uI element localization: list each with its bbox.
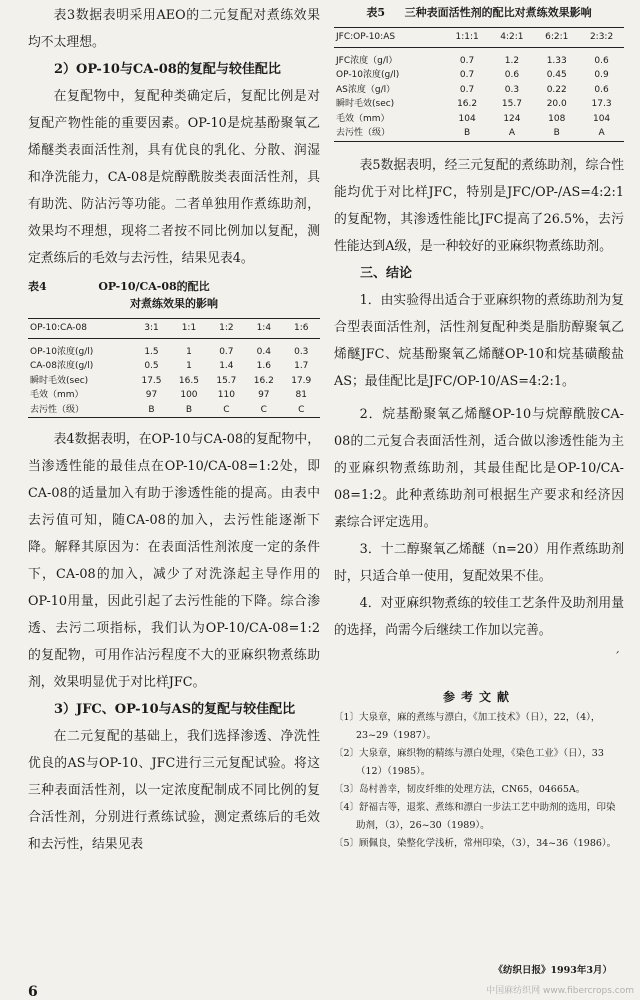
right-column [334, 0, 624, 1000]
table-row [28, 374, 320, 389]
table-header-cell: 1:4 [245, 319, 282, 339]
table-cell: 97 [258, 390, 270, 400]
table-cell: 16.5 [178, 375, 199, 386]
table-cell: 15.7 [501, 99, 522, 109]
table-header-cell: 1:1:1 [445, 28, 490, 48]
table-cell: 1 [186, 361, 192, 371]
table-cell: 0.6 [594, 55, 609, 66]
table-cell: C [283, 403, 320, 418]
table4-caption [28, 278, 320, 312]
table-cell: CA-08浓度(g/l) [30, 361, 94, 371]
table-cell: 毛效（mm） [30, 390, 84, 400]
table-cell: C [208, 403, 245, 418]
table-cell: 1.5 [144, 346, 159, 357]
table-header-row [28, 319, 320, 339]
table-number: 表5 [366, 6, 385, 19]
table-row [334, 112, 624, 127]
table-header-cell: 1:6 [283, 319, 320, 339]
source-note: 《纺织日报》1993年3月） [493, 965, 612, 976]
table-cell: 104 [592, 113, 611, 124]
table-cell: 104 [458, 113, 476, 124]
table-cell: 1.33 [546, 55, 567, 66]
reference-item: 〔3〕岛村善幸，韧皮纤维的处理方法，CN65，04665A。 [334, 783, 586, 795]
table-cell: 0.3 [294, 346, 309, 357]
table-4 [28, 318, 320, 418]
reference-item: 〔4〕舒福吉等，退浆、煮练和漂白一步法工艺中助剂的选用，印染助剂，（3），26~30（1989）。 [334, 801, 616, 831]
subsection-heading: 3）JFC、OP-10与AS的复配与较佳配比 [54, 702, 296, 717]
table-cell: 0.7 [219, 346, 234, 357]
table-5 [334, 27, 624, 142]
table-title: 三种表面活性剂的配比对煮练效果影响 [404, 6, 592, 19]
table-cell: OP-10浓度(g/l) [336, 70, 400, 80]
references-list [334, 709, 624, 853]
conclusion-item: 1．由实验得出适合于亚麻织物的煮练助剂为复合型表面活性剂，活性剂复配种类是脂肪醇聚氧乙烯醚JFC、烷基酚聚氧乙烯醚OP-10和烷基磺酸盐AS；最佳配比是JFC/OP-10/AS=4:2:1。 [334, 292, 624, 389]
table-row [28, 345, 320, 360]
table-cell: 20.0 [546, 99, 567, 109]
section-heading: 三、结论 [360, 265, 413, 281]
table-cell: 1 [186, 346, 192, 357]
paragraph: 表4数据表明，在OP-10与CA-08的复配物中，当渗透性能的最佳点在OP-10/CA-08=1:2处，即CA-08的适量加入有助于渗透性能的提高。由表中去污值可知，随CA-08的加入，去污性能逐渐下降。解释其原因为：在表面活性剂浓度一定的条件下，CA-08的加入，减少了对洗涤起主导作用的OP-10用量，因此引起了去污性能的下降。综合渗透、去污二项指标，我们认为OP-10/CA-08=1:2的复配物，可用作沾污程度不大的亚麻织物煮练助剂，效果明显优于对比样JFC。 [28, 432, 320, 690]
table-cell: 17.3 [591, 99, 612, 109]
paragraph: 在二元复配的基础上，我们选择渗透、净洗性优良的AS与OP-10、JFC进行三元复配试验。将这三种表面活性剂，以一定浓度配制成不同比例的复合活性剂，分别进行煮练试验，测定煮练后的毛效和去污性，结果见表 [28, 729, 320, 852]
table-header-cell: 4:2:1 [490, 28, 535, 48]
table-cell: 16.2 [457, 99, 478, 109]
table-cell: 0.7 [459, 55, 475, 66]
watermark: 中国麻纺织网 www.fibercrops.com [486, 986, 634, 996]
table-cell: B [534, 126, 579, 141]
table-cell: 0.6 [504, 70, 520, 80]
reference-item: 〔1〕大泉章，麻的煮练与漂白，《加工技术》（日），22，（4），23~29（1987）。 [334, 711, 601, 741]
reference-item: 〔5〕顾佩良，染整化学浅析，常州印染，（3），34~36（1986）。 [334, 837, 617, 849]
table-cell: 0.9 [594, 70, 609, 80]
table-row [334, 54, 624, 69]
table-row [334, 97, 624, 112]
table-cell: 16.2 [253, 375, 274, 386]
table-cell: 17.5 [141, 375, 162, 386]
table-cell: 瞬时毛效(sec) [30, 375, 89, 386]
table-cell: 108 [548, 113, 566, 124]
table-cell: 0.3 [504, 84, 520, 95]
table-cell: 97 [145, 390, 158, 400]
table-cell: AS浓度（g/l） [336, 84, 396, 95]
table-title: OP-10/CA-08的配比 [98, 280, 210, 293]
table-cell: 去污性（级） [28, 403, 133, 418]
table-cell: 17.9 [291, 375, 312, 386]
margin-mark: ˊ [614, 650, 620, 664]
table-cell: A [579, 126, 624, 141]
table-header-cell: JFC:OP-10:AS [334, 28, 445, 48]
table-row [334, 83, 624, 98]
table-cell: 81 [295, 390, 307, 400]
table-row [334, 126, 624, 141]
references-title: 参考文献 [442, 689, 515, 704]
table-header-cell: 1:1 [170, 319, 207, 339]
table-number: 表4 [28, 280, 47, 293]
table-row [334, 68, 624, 83]
paragraph: 表3数据表明采用AEO的二元复配对煮练效果均不太理想。 [28, 8, 320, 50]
table-row [28, 388, 320, 403]
table-cell: 110 [217, 390, 235, 400]
table-header-cell: 2:3:2 [579, 28, 624, 48]
table-header-cell: 1:2 [208, 319, 245, 339]
table-cell: B [133, 403, 170, 418]
conclusion-item: 3．十二醇聚氧乙烯醚（n=20）用作煮练助剂时，只适合单一使用，复配效果不佳。 [334, 541, 624, 584]
table-cell: 1.7 [294, 361, 309, 371]
table-header-cell: OP-10:CA-08 [28, 319, 133, 339]
table-cell: 0.6 [594, 84, 609, 95]
paragraph: 在复配物中，复配种类确定后，复配比例是对复配产物性能的重要因素。OP-10是烷基酚聚氧乙烯醚类表面活性剂，具有优良的乳化、分散、润湿和净洗能力，CA-08是烷醇酰胺类表面活性剂，具有助洗、防沾污等功能。二者单独用作煮练助剂，效果均不理想，现将二者按不同比例加以复配，测定煮练后的毛效与去污性，结果见表4。 [28, 89, 320, 266]
table-cell: 0.45 [546, 70, 567, 80]
table-cell: 瞬时毛效(sec) [336, 99, 395, 109]
table-cell: 0.5 [144, 361, 159, 371]
table-cell: 124 [503, 113, 521, 124]
table-cell: 1.6 [256, 361, 271, 371]
conclusion-item: 4．对亚麻织物煮练的较佳工艺条件及助剂用量的选择，尚需今后继续工作加以完善。 [334, 595, 624, 638]
table-cell: 15.7 [216, 375, 237, 386]
subsection-heading: 2）OP-10与CA-08的复配与较佳配比 [54, 62, 281, 77]
table5-caption [334, 4, 624, 21]
table-cell: B [170, 403, 207, 418]
page-number: 6 [28, 984, 38, 1000]
table-cell: 100 [180, 390, 198, 400]
table-cell: 去污性（级） [334, 126, 445, 141]
table-cell: 0.4 [256, 346, 271, 357]
table-header-cell: 3:1 [133, 319, 170, 339]
table-row [28, 359, 320, 374]
left-column [28, 0, 320, 1000]
table-cell: B [445, 126, 490, 141]
table-row [28, 403, 320, 418]
table-cell: 1.4 [219, 361, 234, 371]
table-cell: OP-10浓度(g/l) [30, 346, 94, 357]
table-cell: 0.7 [459, 84, 475, 95]
reference-item: 〔2〕大泉章，麻织物的精练与漂白处理，《染色工业》（日），33（12）（1985）。 [334, 747, 604, 777]
table-header-cell: 6:2:1 [534, 28, 579, 48]
table-subtitle: 对煮练效果的影响 [130, 297, 218, 310]
table-cell: 毛效（mm） [336, 113, 390, 124]
table-cell: JFC浓度（g/l） [336, 55, 398, 66]
table-header-row [334, 28, 624, 48]
table-cell: C [245, 403, 282, 418]
conclusion-item: 2．烷基酚聚氧乙烯醚OP-10与烷醇酰胺CA-08的二元复合表面活性剂，适合做以渗透性能为主的亚麻织物煮练助剂，其最佳配比是OP-10/CA-08=1:2。此种煮练助剂可根据生产要求和经济因素综合评定选用。 [334, 406, 624, 530]
table-cell: A [490, 126, 535, 141]
table-cell: 0.7 [459, 70, 475, 80]
paragraph: 表5数据表明，经三元复配的煮练助剂，综合性能均优于对比样JFC，特别是JFC/OP-/AS=4:2:1的复配物，其渗透性能比JFC提高了26.5%，去污性能达到A级，是一种较好的亚麻织物煮练助剂。 [334, 157, 624, 254]
table-cell: 0.22 [546, 84, 567, 95]
table-cell: 1.2 [504, 55, 520, 66]
